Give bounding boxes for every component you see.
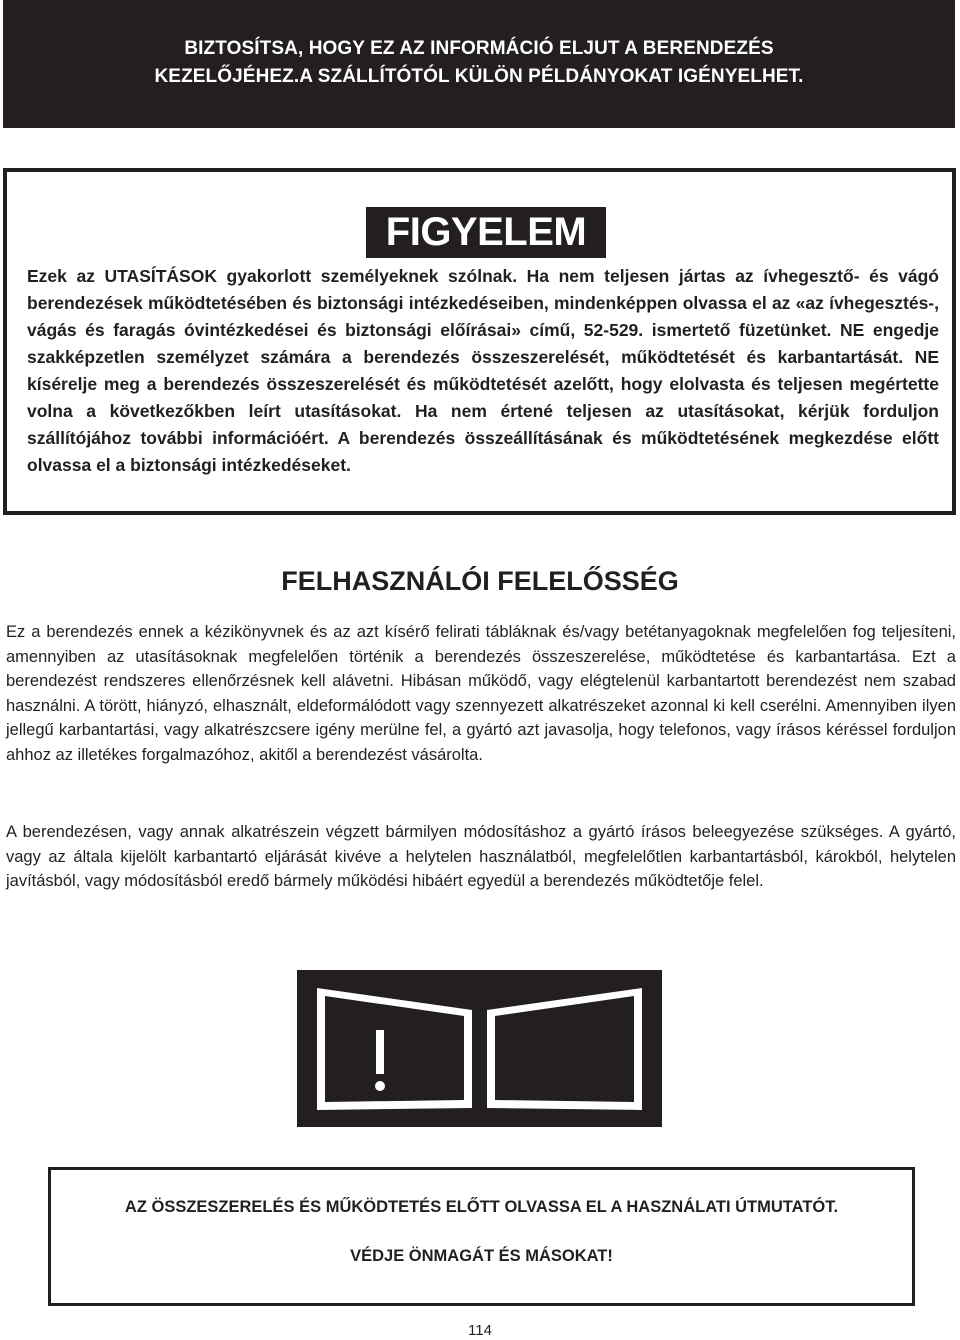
page-number: 114	[468, 1322, 492, 1339]
bottom-notice-line-1: AZ ÖSSZESZERELÉS ÉS MŰKÖDTETÉS ELŐTT OLVASSA EL A HASZNÁLATI ÚTMUTATÓT.	[124, 1198, 839, 1216]
bottom-notice-box	[48, 1167, 915, 1306]
banner-line-2: KEZELŐJÉHEZ.A SZÁLLÍTÓTÓL KÜLÖN PÉLDÁNYOKAT IGÉNYELHET.	[154, 66, 804, 87]
bottom-notice-line-2: VÉDJE ÖNMAGÁT ÉS MÁSOKAT!	[350, 1247, 613, 1265]
warning-text: Ezek az UTASÍTÁSOK gyakorlott személyeknek szólnak. Ha nem teljesen jártas az ívhegesztő- és vágó berendezések működtetésében és biztonsági intézkedéseiben, mindenképpen olvassa el az «az ívhegesztés-, vágás és faragás óvintézkedései és biztonsági előírásai» című, 52-529. ismertető füzetünket. NE engedje szakképzetlen személyzet számára a berendezés összeszerelését, működtetését és karbantartását. NE kísérelje meg a berendezés összeszerelését és működtetését azelőtt, hogy elolvasta és teljesen megértette volna a következőkben leírt utasításokat. Ha nem értené teljesen az utasításokat, kérjük forduljon szállítójához további információért. A berendezés összeállításának és működtetésének megkezdése előtt olvassa el a biztonsági intézkedéseket.	[27, 266, 939, 475]
warning-box	[3, 168, 956, 515]
top-banner	[3, 0, 955, 128]
warning-title: FIGYELEM	[366, 207, 606, 258]
section-heading: FELHASZNÁLÓI FELELŐSSÉG	[281, 566, 679, 596]
banner-line-1: BIZTOSÍTSA, HOGY EZ AZ INFORMÁCIÓ ELJUT A BERENDEZÉS	[184, 38, 774, 59]
responsibility-paragraph-2: A berendezésen, vagy annak alkatrészein végzett bármilyen módosításhoz a gyártó írásos beleegyezése szükséges. A gyártó, vagy az általa kijelölt karbantartó eljárását kivéve a helytelen használatból, megfelelőtlen karbantartásból, károkból, helytelen javításból, vagy módosításból eredő bármely működési hibáért egyedül a berendezés működtetője felel.	[6, 823, 956, 890]
read-manual-warning-icon	[297, 970, 662, 1127]
responsibility-paragraph-1: Ez a berendezés ennek a kézikönyvnek és az azt kísérő felirati tábláknak és/vagy betétanyagoknak megfelelően fog teljesíteni, amennyiben az utasításoknak megfelelően történik a berendezés összeszerelése, működtetése és karbantartása. Ezt a berendezést rendszeres ellenőrzésnek kell alávetni. Hibásan működő, vagy elégtelenül karbantartott berendezést nem szabad használni. A törött, hiányzó, elhasznált, eldeformálódott vagy szennyezett alkatrészeket azonnal ki kell cserélni. Amennyiben ilyen jellegű karbantartási, vagy alkatrészcsere igény merülne fel, a gyártó azt javasolja, hogy telefonos, vagy írásos kéréssel forduljon ahhoz az illetékes forgalmazóhoz, akitől a berendezést vásárolta.	[6, 623, 956, 764]
